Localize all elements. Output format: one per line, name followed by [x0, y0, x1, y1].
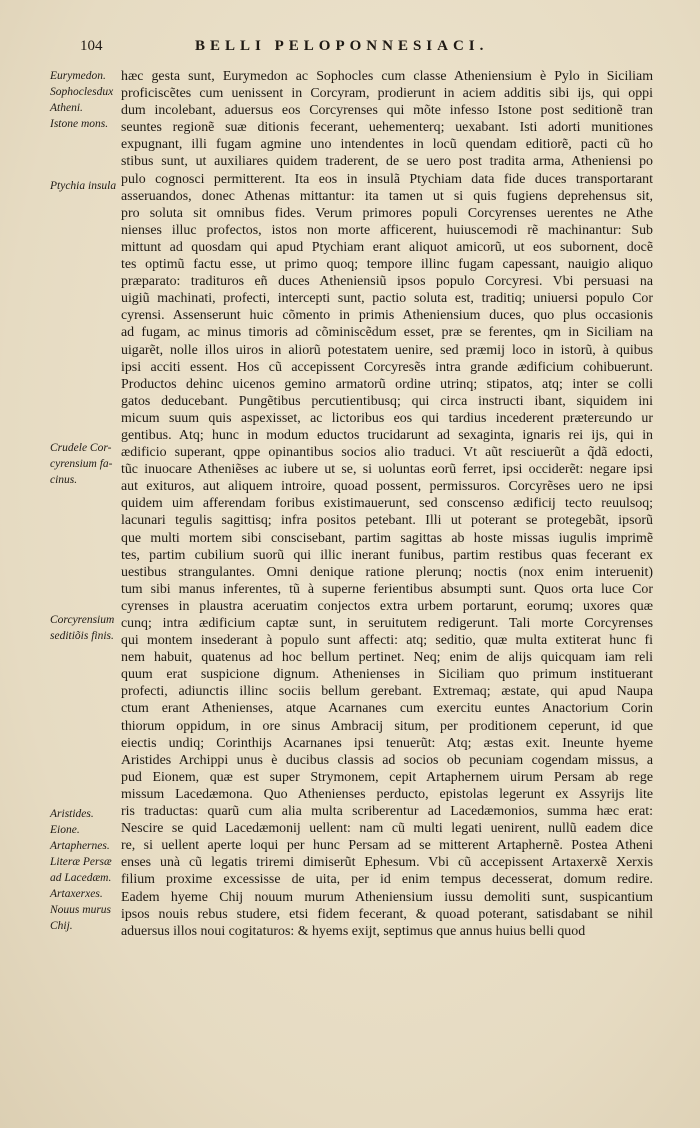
text-line: nienses illuc profectos, istos non morte afficerent, huiuscemodi rẽ machinantur: Sub	[121, 222, 653, 238]
margin-note-aristides	[50, 806, 124, 934]
text-line: pulo cognosci permitterent. Ita eos in insulã Ptychiam data fide duces transportarant	[121, 171, 653, 187]
text-line: enses unà cũ legatis triremi dimiserũt Ephesum. Vbi cũ accepissent Artaxerxẽ Xerxis	[121, 855, 653, 871]
text-line: quidem uim afferendam foribus existimauerunt, sed conscenso ædificij tecto reuulsoq;	[121, 496, 653, 512]
text-line: ipsos nouis rebus studere, etsi fidem fecerant, & quoad poterant, satisdabant se nihil	[121, 906, 653, 922]
margin-note-line: Crudele Cor-	[50, 442, 112, 454]
text-line: qui montem insederant à populo sunt affecti: atq; seditio, quæ multa extiterat hunc fi	[121, 633, 653, 649]
text-line: missum Lacedæmona. Quo Athenienses perducto, epistolas legerunt ex Assyrijs lite	[121, 786, 653, 802]
text-line: lacunari tegulis sagittisq; infra positos petebant. Illi ut poterant se protegebãt, ipsorũ	[121, 513, 653, 529]
text-line: uestibus strangulantes. Omni denique ratione plerunq; noctis (nox enim interuenit)	[121, 564, 653, 580]
margin-note-line: cinus.	[50, 474, 78, 486]
margin-note-line: Atheni.	[50, 102, 83, 114]
margin-note-eurymedon	[50, 68, 124, 132]
text-line: Nescire se quid Lacedæmonij uellent: nam cũ multi legati uenirent, nullũ eadem dice	[121, 821, 653, 837]
margin-note-crudele	[50, 440, 124, 488]
margin-notes	[50, 68, 122, 1088]
margin-note-line: Nouus murus	[50, 904, 112, 916]
text-line: tũc inuocare Atheniẽses ac iubere ut se, si uoluntas eorũ ferret, ipsi occiderẽt: negare ipsi	[121, 462, 653, 478]
margin-note-line: ad Lacedæm.	[50, 872, 112, 884]
margin-note-line: Eurymedon.	[50, 70, 106, 82]
text-line: nem habuit, quatenus ad hoc bellum pertinet. Neq; enim de alijs quicquam iam reli	[121, 650, 653, 666]
text-line: tum sibi manus inferentes, tũ à superne ferientibus absumpti sunt. Quos orta luce Cor	[121, 581, 653, 597]
text-line: aut exituros, aut aliquem introire, quoad possent, permissuros. Corcyrẽses uero ne ipsi	[121, 479, 653, 495]
margin-note-line: Sophoclesdux	[50, 86, 114, 98]
text-line: seuntes regionẽ suæ ditionis fecerant, uehementerq; uexabant. Isti adorti munitiones	[121, 120, 653, 136]
text-line: mittunt ad quosdam qui apud Ptychiam erant aliquot amicorũ, ut eos subornent, docẽ	[121, 239, 653, 255]
margin-note-line: seditiõis finis.	[50, 630, 114, 642]
text-line: micum suum quis aspexisset, ac lictoribus eos qui tardius incederent præterεundo ur	[121, 410, 653, 426]
page-header	[80, 38, 650, 60]
text-line: quum erat suspicione dignum. Athenienses in Siciliam quo primum instituerant	[121, 667, 653, 683]
text-line: uigiũ machinati, profecti, intercepti sunt, pactio soluta est, traditiq; uniuersi populo Cor	[121, 291, 653, 307]
text-line: Eadem hyeme Chij nouum murum Atheniensium iussu demoliti sunt, suspicantium	[121, 889, 653, 905]
text-line: expugnant, illi fugam agmine uno intendentes in locũ quendam editiorẽ, pacti cũ ho	[121, 137, 653, 153]
text-line: cunq; intra ædificium captæ sunt, in seruitutem redigerunt. Tali morte Corcyrenses	[121, 616, 653, 631]
running-title: BELLI PELOPONNESIACI.	[195, 38, 489, 54]
text-line: asseruandos, donec Athenas mittantur: ita tamen ut si quis fugiens deprehensus sit,	[121, 188, 653, 204]
text-line: tes optimũ factu esse, ut primo quoq; tempore illinc fugam capessant, nauigio aliquo	[121, 257, 653, 273]
text-line: ædificio superant, qppe opinantibus socios alio traduci. Vt aũt resciuerũt a q̃dã edocti,	[121, 445, 653, 461]
text-line: stibus sunt, ut auxiliares quidem traderent, de se uero post tradita arma, Atheniensi po	[121, 154, 653, 170]
margin-note-ptychia	[50, 178, 124, 194]
margin-note-line: Corcyrensium	[50, 614, 115, 626]
page-number: 104	[80, 38, 103, 54]
margin-note-seditionis	[50, 612, 124, 644]
text-line: dum incolebant, aduersus eos Corcyrenses qui mõte infesso Istone post seditionẽ tran	[121, 103, 653, 119]
text-line: præparato: tradituros eñ duces Atheniensiũ ipsos populo Corcyresi. Vbi persuasi na	[121, 274, 653, 290]
text-line: Aristides Archippi unus è ducibus classis ad socios ob pecuniam cogendam missus, a	[121, 752, 653, 768]
text-line: filium proxime excessisse de uita, per id enim tempus decesserat, domum redire.	[121, 872, 653, 888]
text-line: pud Eionem, quæ est super Strymonem, cepit Artaphernem uirum Persam ab rege	[121, 769, 653, 785]
text-line: gatos deducebant. Pungẽtibus percutientibusq; qui circa instructi ibant, siquidem ini	[121, 393, 653, 409]
text-line: gentibus. Atq; hunc in modum eductos trucidarunt ad sexaginta, ignaris rei ijs, qui in	[121, 427, 653, 443]
text-line: thiorum oppidum, in ore sinus Ambracij situm, per proditionem ceperunt, id que	[121, 718, 653, 734]
text-line: re, si uellent aperte loqui per hunc Persam ad se mitterent Artaphernẽ. Postea Atheni	[121, 838, 653, 854]
margin-note-line: Ptychia insula	[50, 180, 117, 192]
text-line: aduersus illos noui cogitaturos: & hyems exijt, septimus que annus huius belli quod	[121, 923, 586, 939]
text-line: tes, partim cubilium suorũ qui illic inerant funibus, partim restibus quas fecerant ex	[121, 547, 653, 563]
text-line: uigarẽt, nolle illos uiros in aliorũ potestatem uenire, sed præmij loco in istorũ, à quibus	[121, 342, 653, 358]
text-line: ad fugam, ac minus timoris ad cõminiscẽdum esset, præ se ferentes, qm in Siciliam na	[121, 325, 653, 341]
margin-note-line: Artaxerxes.	[50, 888, 103, 900]
text-line: ctum erant Athenienses, atque Acarnanes cum exercitu euntes Anactorium Corin	[121, 701, 653, 717]
margin-note-line: Istone mons.	[50, 118, 109, 130]
text-line: ris traductas: quarũ cum alia multa scriberentur ad Lacedæmonios, summa hæc erat:	[121, 804, 653, 820]
margin-note-line: Artaphernes.	[50, 840, 110, 852]
margin-note-line: Chij.	[50, 920, 73, 932]
text-line: eiectis undiq; Corinthijs Acarnanes ipsi tenuerũt: Atq; æstas exit. Ineunte hyeme	[121, 735, 653, 751]
text-line: proficiscẽtes cum uenissent in Corcyram, prodierunt in aciem additis sibi ijs, qui oppi	[121, 86, 653, 102]
text-line: cyrensi. Assenserunt huic cõmento in primis Atheniensium duces, quo plus occasionis	[121, 308, 653, 324]
margin-note-line: Aristides.	[50, 808, 94, 820]
text-line: ipsi acciti essent. Hos cũ accepissent Corcyresẽs intra grande ædificium cohibuerunt.	[121, 359, 653, 375]
text-line: hæc gesta sunt, Eurymedon ac Sophocles cum classe Atheniensium è Pylo in Siciliam	[121, 69, 653, 84]
margin-note-line: cyrensium fa-	[50, 458, 113, 470]
margin-note-line: Eione.	[50, 824, 80, 836]
text-line: pro soluta sit omnibus fides. Verum primores populi Corcyrenses uerentes ne Athe	[121, 205, 653, 221]
text-line: que multi mortem sibi conscisebant, partim sagittas ab hoste missas iugulis imprimẽ	[121, 530, 653, 546]
margin-note-line: Literæ Persæ	[50, 856, 112, 868]
text-line: profecti, adiunctis illinc sociis bellum gerebant. Extremaq; æstate, qui apud Naupa	[121, 684, 653, 700]
main-text-block	[121, 68, 653, 940]
text-line: cyrenses in plaustra aceruatim conjectos extra urbem portarunt, eorumq; uxores quæ	[121, 598, 653, 614]
text-line: Productos dehinc uicenos gemino armatorũ ordine utrinq; stipatos, atq; inter se colli	[121, 376, 653, 392]
